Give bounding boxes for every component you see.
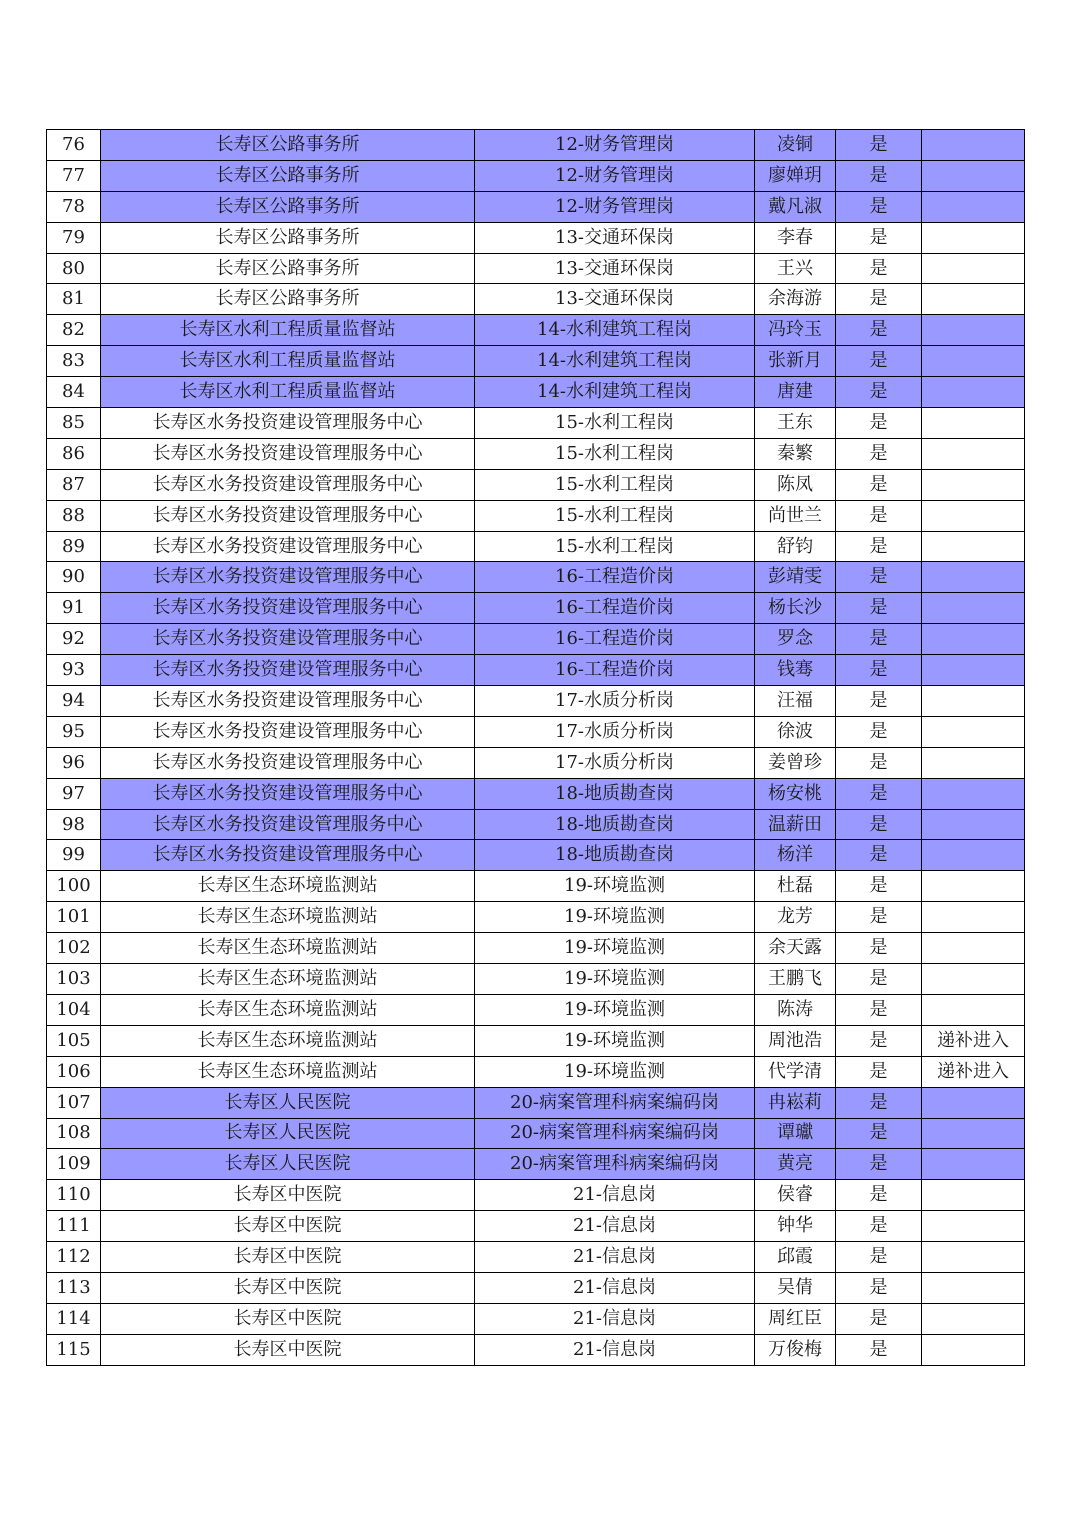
name-cell: 张新月 [755,346,836,377]
row-number-cell: 80 [47,253,101,284]
table-row [47,1242,1025,1273]
post-cell: 15-水利工程岗 [475,500,755,531]
post-cell: 15-水利工程岗 [475,531,755,562]
unit-cell: 长寿区中医院 [101,1272,475,1303]
row-number-cell: 104 [47,994,101,1025]
note-cell [922,130,1025,161]
note-cell [922,377,1025,408]
name-cell: 廖婵玥 [755,160,836,191]
row-number-cell: 79 [47,222,101,253]
post-cell: 20-病案管理科病案编码岗 [475,1118,755,1149]
unit-cell: 长寿区生态环境监测站 [101,902,475,933]
row-number-cell: 91 [47,593,101,624]
note-cell [922,253,1025,284]
name-cell: 陈凤 [755,469,836,500]
post-cell: 18-地质勘查岗 [475,778,755,809]
note-cell [922,531,1025,562]
table-row [47,716,1025,747]
qualified-cell: 是 [836,840,922,871]
row-number-cell: 96 [47,747,101,778]
qualified-cell: 是 [836,1149,922,1180]
name-cell: 王东 [755,408,836,439]
unit-cell: 长寿区人民医院 [101,1087,475,1118]
table-row [47,624,1025,655]
unit-cell: 长寿区中医院 [101,1334,475,1365]
post-cell: 16-工程造价岗 [475,562,755,593]
unit-cell: 长寿区生态环境监测站 [101,933,475,964]
note-cell [922,222,1025,253]
post-cell: 19-环境监测 [475,1056,755,1087]
name-cell: 姜曾珍 [755,747,836,778]
qualified-cell: 是 [836,686,922,717]
row-number-cell: 90 [47,562,101,593]
table-row [47,593,1025,624]
name-cell: 尚世兰 [755,500,836,531]
note-cell [922,160,1025,191]
unit-cell: 长寿区生态环境监测站 [101,1025,475,1056]
row-number-cell: 82 [47,315,101,346]
unit-cell: 长寿区水务投资建设管理服务中心 [101,438,475,469]
qualified-cell: 是 [836,902,922,933]
name-cell: 彭靖雯 [755,562,836,593]
table-row [47,1087,1025,1118]
row-number-cell: 112 [47,1242,101,1273]
unit-cell: 长寿区水务投资建设管理服务中心 [101,686,475,717]
unit-cell: 长寿区中医院 [101,1242,475,1273]
post-cell: 19-环境监测 [475,871,755,902]
note-cell [922,624,1025,655]
note-cell: 递补进入 [922,1025,1025,1056]
post-cell: 21-信息岗 [475,1303,755,1334]
name-cell: 万俊梅 [755,1334,836,1365]
row-number-cell: 97 [47,778,101,809]
table-row [47,500,1025,531]
name-cell: 徐波 [755,716,836,747]
unit-cell: 长寿区公路事务所 [101,253,475,284]
unit-cell: 长寿区公路事务所 [101,130,475,161]
unit-cell: 长寿区生态环境监测站 [101,1056,475,1087]
row-number-cell: 108 [47,1118,101,1149]
qualified-cell: 是 [836,500,922,531]
post-cell: 20-病案管理科病案编码岗 [475,1149,755,1180]
name-cell: 余海游 [755,284,836,315]
table-row [47,1056,1025,1087]
note-cell [922,438,1025,469]
table-row [47,191,1025,222]
qualified-cell: 是 [836,562,922,593]
post-cell: 14-水利建筑工程岗 [475,377,755,408]
note-cell [922,469,1025,500]
note-cell [922,686,1025,717]
unit-cell: 长寿区生态环境监测站 [101,871,475,902]
post-cell: 13-交通环保岗 [475,222,755,253]
table-row [47,315,1025,346]
name-cell: 戴凡淑 [755,191,836,222]
unit-cell: 长寿区生态环境监测站 [101,994,475,1025]
qualified-cell: 是 [836,964,922,995]
post-cell: 17-水质分析岗 [475,686,755,717]
row-number-cell: 115 [47,1334,101,1365]
name-cell: 温薪田 [755,809,836,840]
table-row [47,1211,1025,1242]
note-cell [922,871,1025,902]
unit-cell: 长寿区公路事务所 [101,160,475,191]
unit-cell: 长寿区中医院 [101,1303,475,1334]
name-cell: 侯睿 [755,1180,836,1211]
name-cell: 秦繁 [755,438,836,469]
table-row [47,933,1025,964]
row-number-cell: 76 [47,130,101,161]
note-cell: 递补进入 [922,1056,1025,1087]
post-cell: 21-信息岗 [475,1180,755,1211]
name-cell: 邱霞 [755,1242,836,1273]
table-row [47,871,1025,902]
note-cell [922,902,1025,933]
qualified-cell: 是 [836,1242,922,1273]
row-number-cell: 95 [47,716,101,747]
qualified-cell: 是 [836,933,922,964]
qualified-cell: 是 [836,1118,922,1149]
post-cell: 19-环境监测 [475,964,755,995]
post-cell: 19-环境监测 [475,994,755,1025]
qualified-cell: 是 [836,809,922,840]
post-cell: 17-水质分析岗 [475,747,755,778]
unit-cell: 长寿区水务投资建设管理服务中心 [101,716,475,747]
post-cell: 19-环境监测 [475,933,755,964]
note-cell [922,994,1025,1025]
name-cell: 王鹏飞 [755,964,836,995]
qualified-cell: 是 [836,531,922,562]
qualified-cell: 是 [836,160,922,191]
unit-cell: 长寿区水利工程质量监督站 [101,346,475,377]
qualified-cell: 是 [836,222,922,253]
name-cell: 代学清 [755,1056,836,1087]
post-cell: 20-病案管理科病案编码岗 [475,1087,755,1118]
row-number-cell: 99 [47,840,101,871]
unit-cell: 长寿区水务投资建设管理服务中心 [101,408,475,439]
qualified-cell: 是 [836,747,922,778]
name-cell: 余天露 [755,933,836,964]
row-number-cell: 110 [47,1180,101,1211]
post-cell: 15-水利工程岗 [475,408,755,439]
post-cell: 21-信息岗 [475,1242,755,1273]
name-cell: 杨安桃 [755,778,836,809]
name-cell: 周红臣 [755,1303,836,1334]
post-cell: 21-信息岗 [475,1334,755,1365]
name-cell: 舒钧 [755,531,836,562]
unit-cell: 长寿区公路事务所 [101,191,475,222]
note-cell [922,346,1025,377]
unit-cell: 长寿区水务投资建设管理服务中心 [101,469,475,500]
table-row [47,655,1025,686]
note-cell [922,1149,1025,1180]
post-cell: 12-财务管理岗 [475,160,755,191]
name-cell: 罗念 [755,624,836,655]
table-row [47,1149,1025,1180]
row-number-cell: 77 [47,160,101,191]
qualified-cell: 是 [836,1334,922,1365]
qualified-cell: 是 [836,1303,922,1334]
row-number-cell: 105 [47,1025,101,1056]
unit-cell: 长寿区水务投资建设管理服务中心 [101,747,475,778]
qualified-cell: 是 [836,593,922,624]
name-cell: 龙芳 [755,902,836,933]
row-number-cell: 111 [47,1211,101,1242]
qualified-cell: 是 [836,377,922,408]
table-row [47,1272,1025,1303]
table-row [47,840,1025,871]
unit-cell: 长寿区水务投资建设管理服务中心 [101,500,475,531]
row-number-cell: 94 [47,686,101,717]
unit-cell: 长寿区水务投资建设管理服务中心 [101,531,475,562]
table-row [47,1025,1025,1056]
unit-cell: 长寿区水务投资建设管理服务中心 [101,778,475,809]
qualified-cell: 是 [836,1180,922,1211]
name-cell: 杜磊 [755,871,836,902]
row-number-cell: 81 [47,284,101,315]
qualified-cell: 是 [836,346,922,377]
name-cell: 吴倩 [755,1272,836,1303]
table-row [47,284,1025,315]
note-cell [922,933,1025,964]
post-cell: 12-财务管理岗 [475,130,755,161]
name-cell: 唐建 [755,377,836,408]
table-row [47,253,1025,284]
note-cell [922,1334,1025,1365]
qualified-cell: 是 [836,1272,922,1303]
qualified-cell: 是 [836,1211,922,1242]
unit-cell: 长寿区公路事务所 [101,284,475,315]
name-cell: 杨洋 [755,840,836,871]
note-cell [922,1303,1025,1334]
unit-cell: 长寿区水务投资建设管理服务中心 [101,840,475,871]
note-cell [922,655,1025,686]
table-row [47,408,1025,439]
unit-cell: 长寿区水务投资建设管理服务中心 [101,809,475,840]
qualified-cell: 是 [836,994,922,1025]
qualified-cell: 是 [836,130,922,161]
post-cell: 13-交通环保岗 [475,284,755,315]
post-cell: 12-财务管理岗 [475,191,755,222]
post-cell: 14-水利建筑工程岗 [475,315,755,346]
table-row [47,902,1025,933]
name-cell: 冉崧莉 [755,1087,836,1118]
note-cell [922,840,1025,871]
unit-cell: 长寿区水务投资建设管理服务中心 [101,655,475,686]
table-row [47,778,1025,809]
note-cell [922,964,1025,995]
row-number-cell: 103 [47,964,101,995]
note-cell [922,315,1025,346]
row-number-cell: 78 [47,191,101,222]
note-cell [922,284,1025,315]
note-cell [922,809,1025,840]
table-row [47,469,1025,500]
qualified-cell: 是 [836,284,922,315]
name-cell: 谭瓛 [755,1118,836,1149]
qualified-cell: 是 [836,253,922,284]
qualified-cell: 是 [836,408,922,439]
note-cell [922,1118,1025,1149]
post-cell: 16-工程造价岗 [475,624,755,655]
table-row [47,562,1025,593]
table-row [47,438,1025,469]
post-cell: 18-地质勘查岗 [475,840,755,871]
row-number-cell: 88 [47,500,101,531]
note-cell [922,562,1025,593]
note-cell [922,500,1025,531]
unit-cell: 长寿区公路事务所 [101,222,475,253]
table-row [47,747,1025,778]
name-cell: 王兴 [755,253,836,284]
name-cell: 陈涛 [755,994,836,1025]
name-cell: 钟华 [755,1211,836,1242]
post-cell: 15-水利工程岗 [475,469,755,500]
note-cell [922,593,1025,624]
name-cell: 李春 [755,222,836,253]
row-number-cell: 100 [47,871,101,902]
qualified-cell: 是 [836,438,922,469]
table-row [47,686,1025,717]
qualified-cell: 是 [836,655,922,686]
qualified-cell: 是 [836,716,922,747]
post-cell: 16-工程造价岗 [475,593,755,624]
row-number-cell: 93 [47,655,101,686]
qualified-cell: 是 [836,778,922,809]
name-cell: 钱骞 [755,655,836,686]
table-row [47,346,1025,377]
row-number-cell: 113 [47,1272,101,1303]
note-cell [922,778,1025,809]
table-row [47,130,1025,161]
qualified-cell: 是 [836,1087,922,1118]
row-number-cell: 92 [47,624,101,655]
row-number-cell: 106 [47,1056,101,1087]
table-row [47,377,1025,408]
post-cell: 16-工程造价岗 [475,655,755,686]
qualified-cell: 是 [836,624,922,655]
qualified-cell: 是 [836,871,922,902]
row-number-cell: 86 [47,438,101,469]
post-cell: 21-信息岗 [475,1272,755,1303]
unit-cell: 长寿区人民医院 [101,1118,475,1149]
row-number-cell: 102 [47,933,101,964]
note-cell [922,716,1025,747]
name-cell: 汪福 [755,686,836,717]
unit-cell: 长寿区水务投资建设管理服务中心 [101,624,475,655]
qualified-cell: 是 [836,315,922,346]
row-number-cell: 85 [47,408,101,439]
row-number-cell: 101 [47,902,101,933]
row-number-cell: 84 [47,377,101,408]
table-row [47,531,1025,562]
note-cell [922,1242,1025,1273]
qualified-cell: 是 [836,1025,922,1056]
unit-cell: 长寿区水务投资建设管理服务中心 [101,593,475,624]
table-row [47,994,1025,1025]
name-cell: 周池浩 [755,1025,836,1056]
name-cell: 杨长沙 [755,593,836,624]
unit-cell: 长寿区中医院 [101,1211,475,1242]
unit-cell: 长寿区中医院 [101,1180,475,1211]
post-cell: 19-环境监测 [475,1025,755,1056]
table-body [47,130,1025,1366]
post-cell: 17-水质分析岗 [475,716,755,747]
row-number-cell: 114 [47,1303,101,1334]
post-cell: 18-地质勘查岗 [475,809,755,840]
name-cell: 凌铜 [755,130,836,161]
post-cell: 14-水利建筑工程岗 [475,346,755,377]
row-number-cell: 89 [47,531,101,562]
name-cell: 冯玲玉 [755,315,836,346]
table-row [47,809,1025,840]
row-number-cell: 87 [47,469,101,500]
post-cell: 13-交通环保岗 [475,253,755,284]
note-cell [922,1272,1025,1303]
unit-cell: 长寿区水利工程质量监督站 [101,315,475,346]
post-cell: 15-水利工程岗 [475,438,755,469]
table-row [47,1303,1025,1334]
unit-cell: 长寿区人民医院 [101,1149,475,1180]
candidate-table [46,129,1025,1366]
note-cell [922,1211,1025,1242]
post-cell: 21-信息岗 [475,1211,755,1242]
note-cell [922,747,1025,778]
table-row [47,222,1025,253]
note-cell [922,408,1025,439]
qualified-cell: 是 [836,469,922,500]
row-number-cell: 83 [47,346,101,377]
row-number-cell: 109 [47,1149,101,1180]
table-row [47,1334,1025,1365]
row-number-cell: 98 [47,809,101,840]
unit-cell: 长寿区水务投资建设管理服务中心 [101,562,475,593]
table-row [47,1118,1025,1149]
note-cell [922,1087,1025,1118]
unit-cell: 长寿区生态环境监测站 [101,964,475,995]
qualified-cell: 是 [836,191,922,222]
table-row [47,964,1025,995]
table-row [47,160,1025,191]
post-cell: 19-环境监测 [475,902,755,933]
note-cell [922,191,1025,222]
table-row [47,1180,1025,1211]
note-cell [922,1180,1025,1211]
row-number-cell: 107 [47,1087,101,1118]
name-cell: 黄亮 [755,1149,836,1180]
unit-cell: 长寿区水利工程质量监督站 [101,377,475,408]
qualified-cell: 是 [836,1056,922,1087]
